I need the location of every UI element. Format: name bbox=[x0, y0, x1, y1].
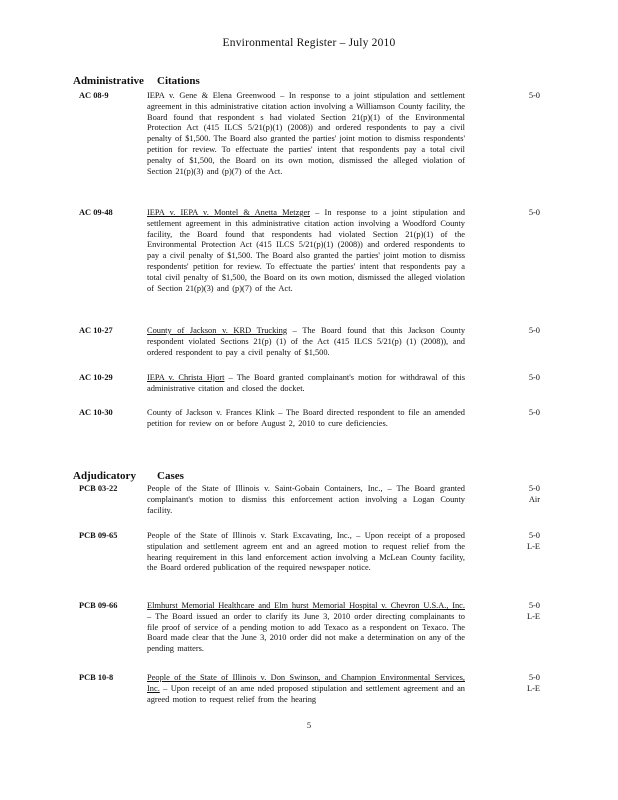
vote-count: 5-0 bbox=[528, 484, 540, 493]
docket-number: AC 10-30 bbox=[79, 408, 113, 417]
section-title: Cases bbox=[157, 470, 184, 482]
page-number: 5 bbox=[306, 720, 312, 730]
vote-column bbox=[518, 673, 540, 695]
docket-number: AC 08-9 bbox=[79, 91, 109, 100]
vote-column bbox=[518, 601, 540, 623]
vote-count: 5-0 bbox=[528, 408, 540, 417]
vote-count: 5-0 bbox=[528, 531, 540, 540]
vote-count: 5-0 bbox=[528, 373, 540, 382]
vote-count: 5-0 bbox=[528, 326, 540, 335]
vote-count: 5-0 bbox=[528, 601, 540, 610]
docket-number: AC 10-29 bbox=[79, 373, 113, 382]
case-type: L-E bbox=[526, 541, 540, 551]
case-name: People of the State of Illinois v. Don Swinson, and Champion Environmental Services, Inc. bbox=[147, 673, 465, 693]
section-title: Citations bbox=[157, 75, 200, 87]
entry-description bbox=[147, 601, 465, 655]
entry-text: – The Board issued an order to clarify its June 3, 2010 order directing complainants to file proof of service of a pending motion to add Texaco as a respondent on Texaco. The Board made clear that the June 3, 2010 order did not make a determination on any of the pending matters. bbox=[147, 611, 465, 654]
entry-description bbox=[147, 531, 465, 574]
case-type: L-E bbox=[526, 683, 540, 693]
case-type: Air bbox=[528, 494, 540, 504]
section-label: Administrative bbox=[73, 75, 144, 87]
entry-description bbox=[147, 373, 465, 395]
vote-column bbox=[518, 208, 540, 219]
vote-column bbox=[518, 408, 540, 419]
entry-description bbox=[147, 673, 465, 705]
case-name: County of Jackson v. KRD Trucking bbox=[147, 326, 288, 335]
vote-count: 5-0 bbox=[528, 208, 540, 217]
entry-description bbox=[147, 484, 465, 516]
entry-text: People of the State of Illinois v. Saint-Gobain Containers, Inc., – The Board granted complainant's motion to dismiss this enforcement action involving a Logan County facility. bbox=[147, 484, 465, 515]
docket-number: AC 10-27 bbox=[79, 326, 113, 335]
docket-number: PCB 10-8 bbox=[79, 673, 114, 682]
entry-description bbox=[147, 408, 465, 430]
entry-text: People of the State of Illinois v. Stark Excavating, Inc., – Upon receipt of a proposed stipulation and settlement agreem ent and an agreed motion to request relief from the hearing requirement in this land enforcement action involving a McLean County facility, the Board ordered publication of the required newspaper notice. bbox=[147, 531, 465, 573]
docket-number: AC 09-48 bbox=[79, 208, 113, 217]
entry-description bbox=[147, 208, 465, 294]
vote-count: 5-0 bbox=[528, 91, 540, 100]
vote-column bbox=[518, 91, 540, 102]
case-name: Elmhurst Memorial Healthcare and Elm hurst Memorial Hospital v. Chevron U.S.A., Inc. bbox=[147, 601, 465, 610]
entry-text: – Upon receipt of an ame nded proposed stipulation and settlement agreement and an agreed motion to request relief from the hearing bbox=[147, 683, 465, 704]
entry-text: – The Board found that this Jackson County respondent violated Sections 21(p) (1) of the Act (415 ILCS 5/21(p) (1) (2008)), and ordered respondent to pay a civil penalty of $1,500. bbox=[147, 326, 466, 357]
case-type: L-E bbox=[526, 611, 540, 621]
section-label: Adjudicatory bbox=[73, 470, 136, 482]
vote-column bbox=[518, 484, 540, 506]
page-header: Environmental Register – July 2010 bbox=[222, 37, 396, 49]
entry-description bbox=[147, 91, 465, 177]
vote-count: 5-0 bbox=[528, 673, 540, 682]
entry-description bbox=[147, 326, 465, 358]
entry-text: – In response to a joint stipulation and settlement agreement in this administrative citation action involving a Woodford County facility, the Board found that respondents had violated Section 21(p)(1) of the Environmental Protection Act (415 ILCS 5/21(p)(1) (2008)) and ordered respondents to pay a civil penalty of $1,500. The Board also granted the parties' joint motion to dismiss respondents' petition for review. To effectuate the parties' intent that respondents pay a total civil penalty of $1,500, the Board on its own motion, dismissed the alleged violation of Section 21(p)(3) and (p)(7) of the Act. bbox=[147, 208, 465, 293]
entry-text: – The Board granted complainant's motion for withdrawal of this administrative citation and closed the docket. bbox=[147, 373, 465, 393]
docket-number: PCB 09-65 bbox=[79, 531, 118, 540]
case-name: IEPA v. Christa Hjort bbox=[147, 373, 225, 382]
entry-text: County of Jackson v. Frances Klink – The Board directed respondent to file an amended petition for review on or before August 2, 2010 to cure deficiencies. bbox=[147, 408, 465, 428]
case-name: IEPA v. IEPA v. Montel & Anetta Metzger bbox=[147, 208, 310, 217]
docket-number: PCB 03-22 bbox=[79, 484, 118, 493]
vote-column bbox=[518, 326, 540, 337]
vote-column bbox=[518, 373, 540, 384]
vote-column bbox=[518, 531, 540, 553]
docket-number: PCB 09-66 bbox=[79, 601, 118, 610]
entry-text: IEPA v. Gene & Elena Greenwood – In response to a joint stipulation and settlement agreement in this administrative citation action involving a Williamson County facility, the Board found that respondent s had violated Section 21(p)(1) of the Environmental Protection Act (415 ILCS 5/21(p)(1) (2008)) and ordered respondents to pay a civil penalty of $1,500. The Board also granted the parties' joint motion to dismiss respondents' petition for review. To effectuate the parties' intent that respondents pay a total civil penalty of $1,500, the Board on its own motion, dismissed the alleged violation of Section 21(p)(3) and (p)(7) of the Act. bbox=[147, 91, 465, 176]
